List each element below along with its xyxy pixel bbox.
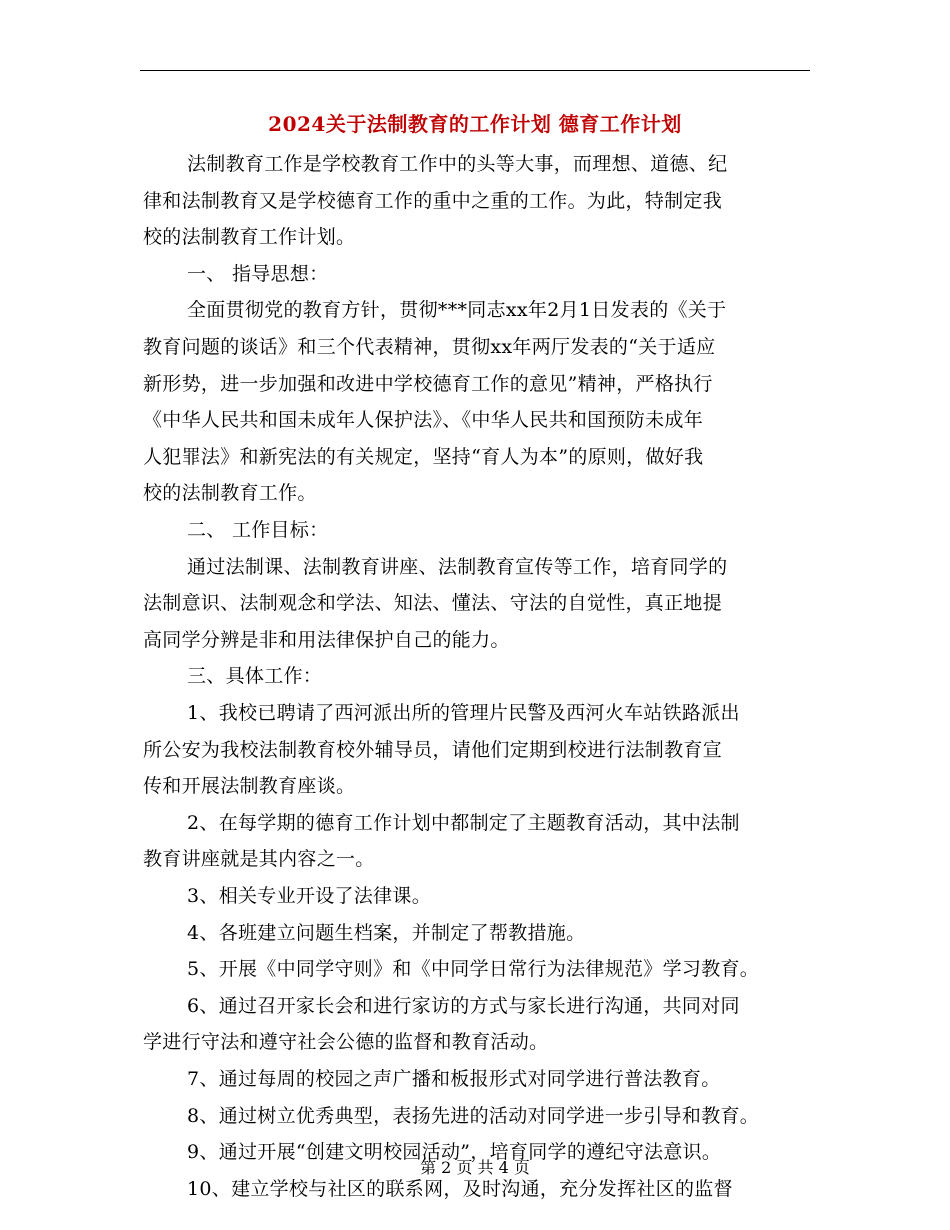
body-line: 学进行守法和遵守社会公德的监督和教育活动。: [143, 1031, 549, 1054]
body-line: 人犯罪法》和新宪法的有关规定，坚持“育人为本”的原则，做好我: [143, 445, 704, 468]
body-line: 9、通过开展“创建文明校园活动”，培育同学的遵纪守法意识。: [187, 1141, 722, 1164]
body-line: 教育讲座就是其内容之一。: [143, 848, 375, 871]
header-rule: [140, 70, 810, 71]
body-line: 通过法制课、法制教育讲座、法制教育宣传等工作，培育同学的: [187, 555, 728, 578]
body-line: 律和法制教育又是学校德育工作的重中之重的工作。为此，特制定我: [143, 189, 723, 212]
body-line: 10、建立学校与社区的联系网，及时沟通，充分发挥社区的监督: [187, 1177, 733, 1200]
page-footer: 第 2 页 共 4 页: [420, 1158, 530, 1177]
body-line: 教育问题的谈话》和三个代表精神，贯彻xx年两厅发表的“关于适应: [143, 336, 716, 358]
body-line: 7、通过每周的校园之声广播和板报形式对同学进行普法教育。: [187, 1068, 721, 1090]
body-line: 6、通过召开家长会和进行家访的方式与家长进行沟通，共同对同: [187, 994, 740, 1017]
body-line: 2、在每学期的德育工作计划中都制定了主题教育活动，其中法制: [187, 811, 740, 834]
body-line: 二、 工作目标：: [187, 519, 329, 541]
body-line: 一、 指导思想：: [187, 262, 329, 285]
body-line: 全面贯彻党的教育方针，贯彻***同志xx年2月1日发表的《关于: [187, 299, 727, 322]
body-line: 传和开展法制教育座谈。: [143, 775, 356, 798]
body-line: 《中华人民共和国未成年人保护法》、《中华人民共和国预防未成年: [143, 409, 704, 432]
body-line: 高同学分辨是非和用法律保护自己的能力。: [143, 628, 510, 651]
body-line: 5、开展《中同学守则》和《中同学日常行为法律规范》学习教育。: [187, 958, 760, 981]
body-line: 8、通过树立优秀典型，表扬先进的活动对同学进一步引导和教育。: [187, 1104, 760, 1127]
body-line: 校的法制教育工作计划。: [143, 226, 356, 249]
body-line: 新形势，进一步加强和改进中学校德育工作的意见”精神，严格执行: [143, 372, 713, 395]
body-line: 校的法制教育工作。: [143, 482, 317, 505]
body-line: 3、相关专业开设了法律课。: [187, 885, 431, 907]
document-title: 2024关于法制教育的工作计划 德育工作计划: [268, 112, 682, 136]
body-line: 法制教育工作是学校教育工作中的头等大事，而理想、道德、纪: [187, 153, 728, 175]
body-line: 所公安为我校法制教育校外辅导员，请他们定期到校进行法制教育宣: [143, 738, 723, 761]
body-line: 4、各班建立问题生档案，并制定了帮教措施。: [187, 921, 586, 944]
body-line: 1、我校已聘请了西河派出所的管理片民警及西河火车站铁路派出: [187, 702, 740, 724]
body-line: 三、具体工作：: [187, 665, 323, 688]
body-line: 法制意识、法制观念和学法、知法、懂法、守法的自觉性，真正地提: [143, 592, 723, 615]
